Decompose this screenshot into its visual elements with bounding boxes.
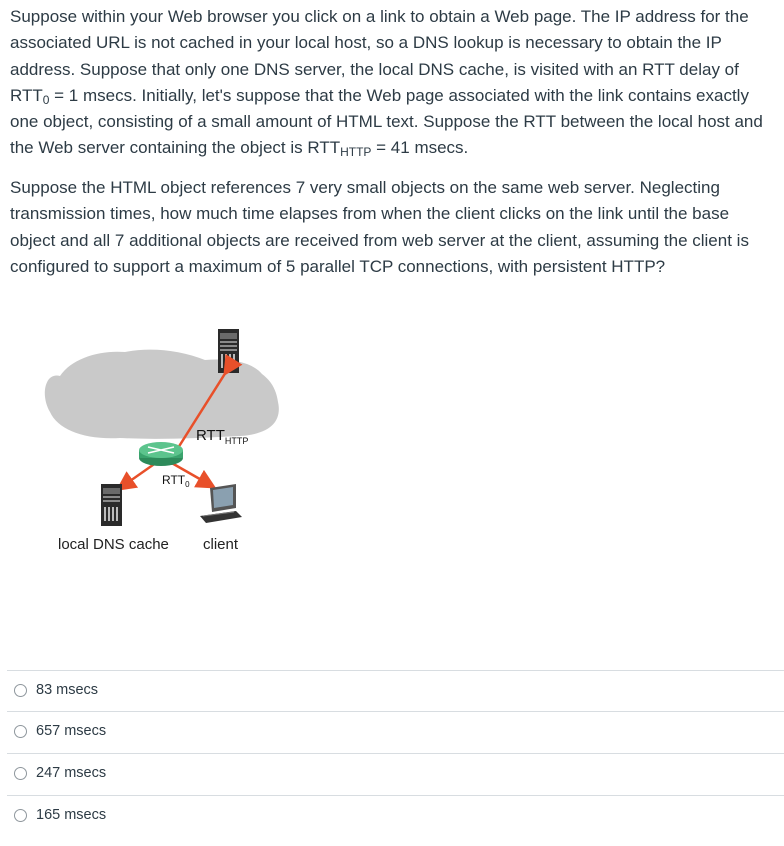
- rtt-http-label: $RTT_{HTTP}$: [196, 427, 249, 446]
- radio-button[interactable]: [14, 684, 27, 697]
- radio-button[interactable]: [14, 767, 27, 780]
- client-computer-icon: [200, 484, 242, 523]
- answer-option-3[interactable]: [14, 765, 106, 781]
- question-paragraph-2: Suppose the HTML object references 7 very small objects on the same web server. Neglecting transmission times, how much time elapses from when the client clicks on the link until the base object and all 7 additional objects are received from web server at the client, assuming the client is configured to support a maximum of 5 parallel TCP connections, with persistent HTTP?: [10, 178, 749, 276]
- dns-cache-label: local DNS cache: [58, 536, 169, 553]
- router-icon: [139, 442, 183, 466]
- question-paragraph-1: Suppose within your Web browser you click on a link to obtain a Web page. The IP address for the associated URL is not cached in your local host, so a DNS lookup is necessary to obtain the IP address. Suppose that only one DNS server, the local DNS cache, is visited with an RTT delay of $RTT_0 = 1$ msecs. Initially, let's suppose that the Web page associated with the link contains exactly one object, consisting of a small amount of HTML text. Suppose the RTT between the local host and the Web server containing the object is $RTT_{HTTP} = 41$ msecs.: [10, 7, 763, 160]
- radio-button[interactable]: [14, 725, 27, 738]
- web-server-icon: [218, 329, 239, 373]
- dns-server-icon: [101, 484, 122, 526]
- divider: [7, 711, 784, 712]
- radio-button[interactable]: [14, 809, 27, 822]
- answer-option-1[interactable]: [14, 682, 98, 698]
- option-label: 657 msecs: [36, 723, 107, 739]
- rtt-0-label: $RTT_0$: [162, 473, 190, 489]
- network-cloud: [45, 350, 279, 439]
- client-label: client: [203, 536, 239, 553]
- option-label: 83 msecs: [36, 682, 99, 698]
- divider: [7, 795, 784, 796]
- option-label: 247 msecs: [36, 765, 107, 781]
- answer-option-4[interactable]: [14, 807, 106, 823]
- option-label: 165 msecs: [36, 807, 107, 823]
- divider: [7, 753, 784, 754]
- answer-option-2[interactable]: [14, 723, 106, 739]
- divider: [7, 670, 784, 671]
- network-diagram: [0, 320, 300, 570]
